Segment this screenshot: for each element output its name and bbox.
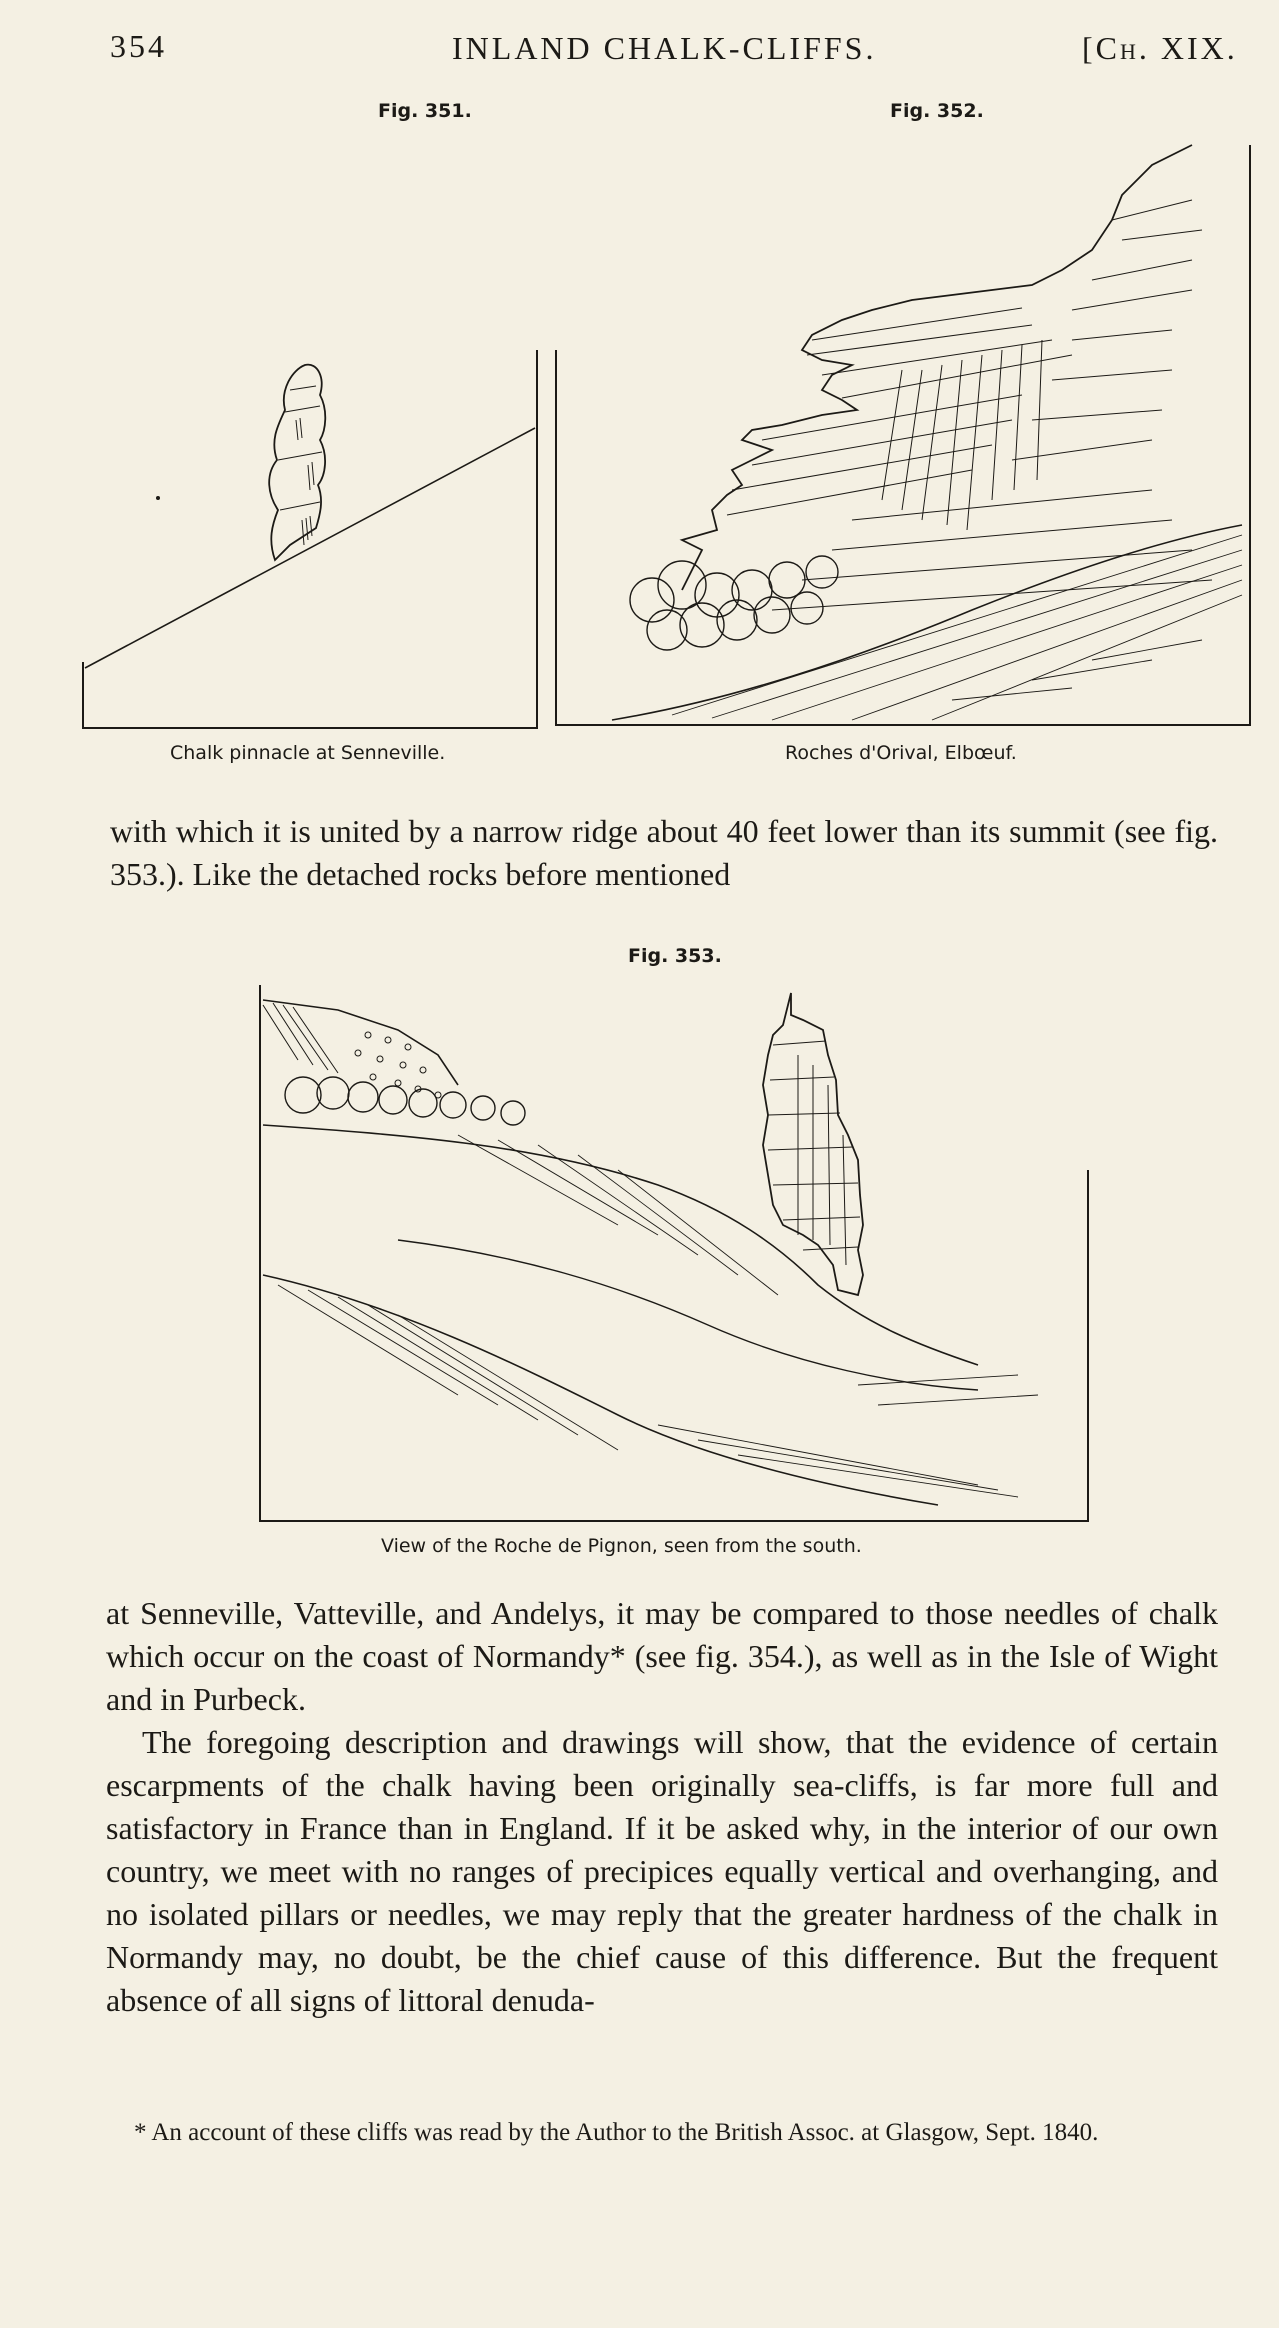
chapter-reference: [Ch. XIX. [1082, 30, 1238, 66]
footnote [106, 2116, 1218, 2150]
footnote-text: * An account of these cliffs was read by the Author to the British Assoc. at Glasgow, Sept. 1840. [134, 2119, 1099, 2146]
fig-353-caption: View of the Roche de Pignon, seen from the south. [381, 1535, 862, 1557]
paragraph-foregoing: The foregoing description and drawings will show, that the evidence of certain escarpments of the chalk having been originally sea-cliffs, is far more full and satisfactory in France than in England. If it be asked why, in the interior of our own country, we meet with no ranges of precipices equally vertical and overhanging, and no isolated pillars or needles, we may reply that the greater hardness of the chalk in Normandy may, no doubt, be the chief cause of this difference. But the frequent absence of all signs of littoral denuda- [106, 1724, 1218, 2018]
fig-353-label: Fig. 353. [628, 945, 722, 967]
fig-351-caption: Chalk pinnacle at Senneville. [170, 742, 446, 764]
text-block-top [110, 810, 1218, 896]
running-title: INLAND CHALK-CLIFFS. [452, 30, 877, 66]
paragraph-needles: at Senneville, Vatteville, and Andelys, it may be compared to those needles of chalk which occur on the coast of Normandy* (see fig. 354.), as well as in the Isle of Wight and in Purbeck. [106, 1595, 1218, 1717]
fig-351-label: Fig. 351. [378, 100, 472, 122]
text-block-main [106, 1592, 1218, 2022]
fig-352-illustration [552, 140, 1252, 730]
fig-352-caption: Roches d'Orival, Elbœuf. [785, 742, 1017, 764]
fig-353-illustration [258, 985, 1090, 1523]
fig-351-illustration [80, 140, 540, 730]
fig-352-label: Fig. 352. [890, 100, 984, 122]
paragraph-continuation: with which it is united by a narrow ridge about 40 feet lower than its summit (see fig. 353.). Like the detached rocks before mentioned [110, 813, 1218, 892]
page-number: 354 [110, 28, 167, 64]
